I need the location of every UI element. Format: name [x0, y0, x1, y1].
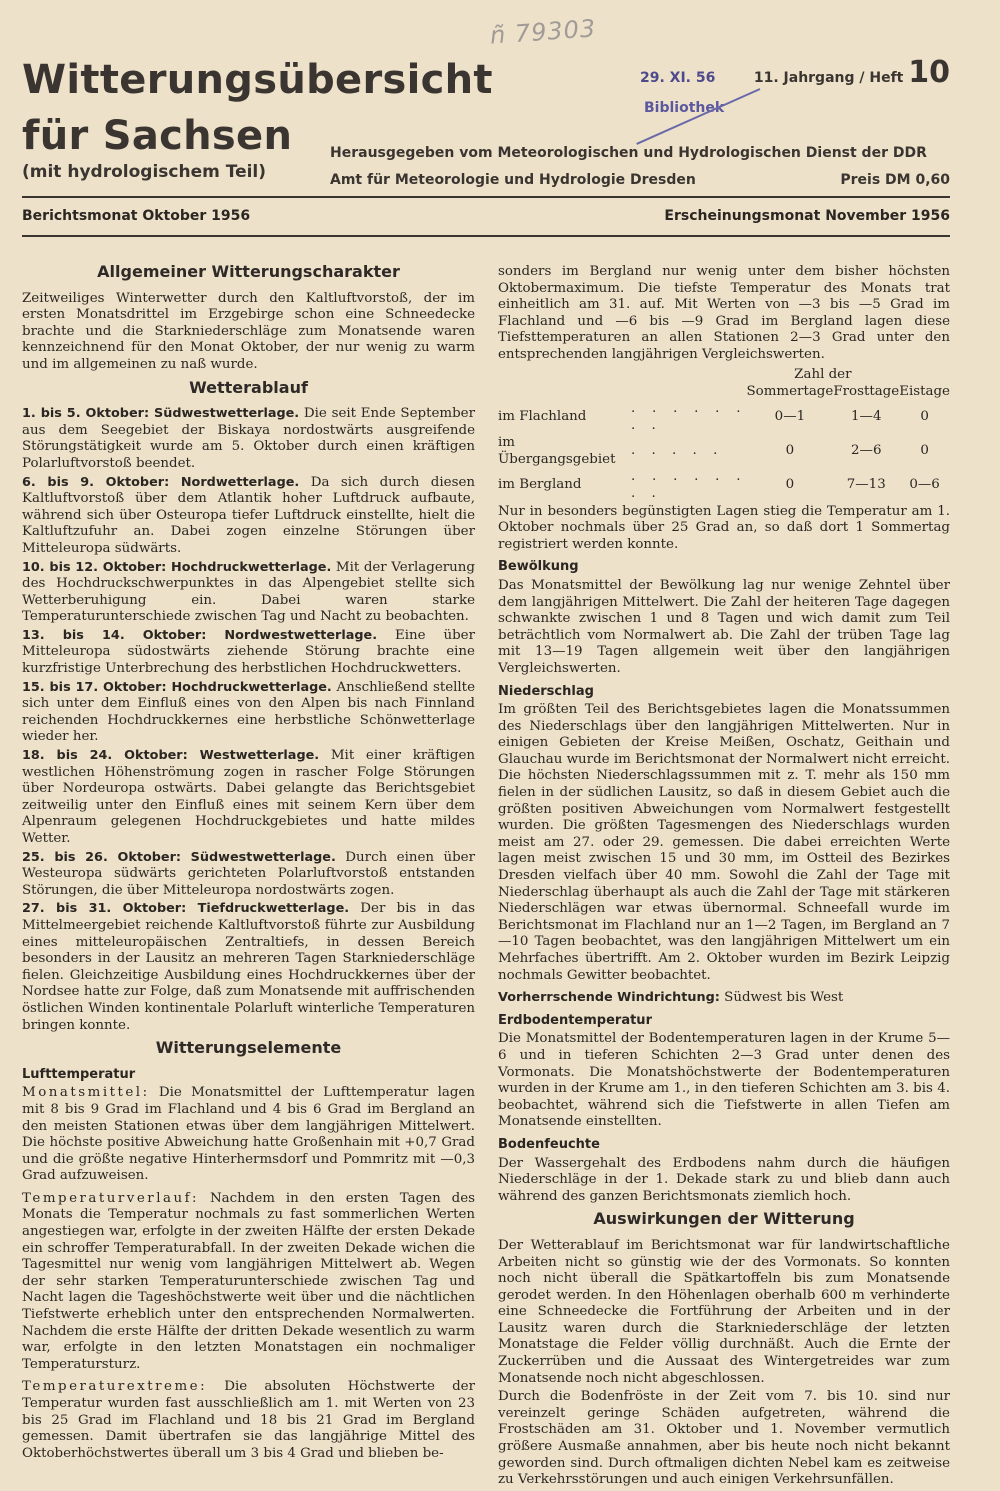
- course-entry: 6. bis 9. Oktober: Nordwetterlage. Da sich durch diesen Kaltluftvorstoß über dem Atlantik hoher Luftdruck aufbaute, während sich über Osteuropa tiefer Luftdruck einstellte, hielt die Kaltluftzufuhr an. Dabei zogen einzelne Störungen über Mitteleuropa südwärts.: [22, 474, 475, 556]
- library-stamp: Bibliothek: [644, 100, 725, 116]
- header-rule-top: [22, 196, 950, 198]
- heading-general-character: Allgemeiner Witterungscharakter: [97, 262, 400, 281]
- publisher-line1: Herausgegeben vom Meteorologischen und Hydrologischen Dienst der DDR: [330, 145, 927, 161]
- heading-soil-moisture: Bodenfeuchte: [498, 1136, 600, 1152]
- handwritten-archive-number: ñ 79303: [489, 14, 598, 50]
- heading-weather-course: Wetterablauf: [189, 377, 308, 397]
- masthead-title-line1: Witterungsübersicht: [22, 57, 493, 103]
- paragraph-monthly-mean: Monatsmittel: Die Monatsmittel der Lufttemperatur lagen mit 8 bis 9 Grad im Flachland und 4 bis 6 Grad im Bergland an den meisten Stationen etwas über dem langjährigen Mittelwert. Die höchste positive Abweichung hatte Großenhain mit +0,7 Grad und die größte negative Hinterhermsdorf und Pommritz mit —0,3 Grad aufzuweisen.: [22, 1085, 475, 1184]
- course-entry: 10. bis 12. Oktober: Hochdruckwetterlage. Mit der Verlagerung des Hochdruckschwerpunktes in das Alpengebiet stellte sich Wetterberuhigung ein. Dabei waren starke Temperaturunterschiede zwischen Tag und Nacht zu beobachten.: [22, 559, 476, 625]
- masthead-subtitle: (mit hydrologischem Teil): [22, 162, 267, 182]
- paragraph-precipitation: Im größten Teil des Berichtsgebietes lagen die Monatssummen des Niederschlags über den langjährigen Mittelwerten. Nur in einigen Gebieten der Kreise Meißen, Oschatz, Geithain und Glauchau wurde im Berichtsmonat der Normalwert nicht erreicht. Die höchsten Niederschlagssummen mit z. T. mehr als 150 mm fielen in der südlichen Lausitz, so daß in diesem Gebiet auch die größten positiven Abweichungen vom Normalwert festgestellt wurden. Die größten Tagesmengen des Niederschlags wurden meist am 27. oder 29. gemessen. Die dabei erreichten Werte lagen meist zwischen 15 und 30 mm, im Ostteil des Bezirkes Dresden vielfach über 40 mm. Sowohl die Zahl der Tage mit Niederschlag überhaupt als auch die Zahl der Tage mit stärkeren Niederschlägen war etwas übernormal. Schneefall wurde im Berichtsmonat im Flachland nur an 1—2 Tagen, im Bergland an 7—10 Tagen beobachtet, was den langjährigen Mittelwert um ein Mehrfaches übertrifft. Am 2. Oktober wurden im Bezirk Leipzig nochmals Gewitter beobachtet.: [498, 702, 950, 983]
- header-rule-bottom: [22, 235, 950, 237]
- paragraph-temperature-extremes: Temperaturextreme: Die absoluten Höchstwerte der Temperatur wurden fast ausschließlich am 1. mit Werten von 23 bis 25 Grad im Flachland und 18 bis 21 Grad im Bergland gemessen. Damit übertrafen sie das langjährige Mittel des Oktoberhöchstwertes überall um 3 bis 4 Grad und blieben be-: [22, 1379, 475, 1461]
- publisher-line2: Amt für Meteorologie und Hydrologie Dresden: [330, 172, 696, 188]
- paragraph-general-character: Zeitweiliges Winterwetter durch den Kaltluftvorstoß, der im ersten Monatsdrittel im Erzgebirge schon eine Schneedecke brachte und die Starkniederschläge zum Monatsende waren kennzeichnend für den Monat Oktober, der nur wenig zu warm und im allgemeinen zu naß wurde.: [22, 290, 475, 372]
- paragraph-effects-1: Der Wetterablauf im Berichtsmonat war für landwirtschaftliche Arbeiten nicht so günstig wie der des Vormonats. So konnten noch nicht überall die Spätkartoffeln bis zum Monatsende gerodet werden. In den Höhenlagen oberhalb 600 m verhinderte eine Schneedecke die Fortführung der Arbeiten und in der Lausitz waren durch die Starkniederschläge der letzten Monatstage die Felder völlig durchnäßt. Auch die Ernte der Zuckerrüben und die Aussaat des Wintergetreides war zum Monatsende noch nicht abgeschlossen.: [498, 1237, 950, 1386]
- paragraph-cloudiness: Das Monatsmittel der Bewölkung lag nur wenige Zehntel über dem langjährigen Mittelwert. Die Zahl der heiteren Tage dagegen schwankte zwischen 1 und 8 Tagen und wich damit zum Teil beträchtlich vom Normalwert ab. Die Zahl der trüben Tage lag mit 13—19 Tagen allgemein weit über den langjährigen Vergleichswerten.: [498, 577, 950, 676]
- paragraph-soil-moisture: Der Wassergehalt des Erdbodens nahm durch die häufigen Niederschläge in der 1. Dekade stark zu und blieb dann auch während des ganzen Berichtsmonats ziemlich hoch.: [498, 1155, 950, 1204]
- issue-number: 10: [908, 55, 950, 90]
- paragraph-temperature-course: Temperaturverlauf: Nachdem in den ersten Tagen des Monats die Temperatur nochmals zu fast sommerlichen Werten angestiegen war, erfolgte in der zweiten Hälfte der ersten Dekade ein schroffer Temperaturabfall. In der zweiten Dekade wichen die Tagesmittel nur wenig vom langjährigen Mittelwert ab. Wegen der sehr starken Temperaturunterschiede zwischen Tag und Nacht lagen die Tageshöchstwerte weit über und die nächtlichen Tiefstwerte erheblich unter den entsprechenden Normalwerten. Nachdem die erste Hälfte der dritten Dekade wesentlich zu warm war, erfolgte in den letzten Monatstagen ein nochmaliger Temperatursturz.: [22, 1190, 475, 1372]
- paragraph-effects-2: Durch die Bodenfröste in der Zeit vom 7. bis 10. sind nur vereinzelt geringe Schäden aufgetreten, während die Frostschäden am 31. Oktober und 1. November vermutlich größere Ausmaße annahmen, aber bis heute noch nicht bekannt geworden sind. Durch oftmaligen dichten Nebel kam es zeitweise zu Verkehrsstörungen und auch einigen Verkehrsunfällen.: [498, 1389, 950, 1488]
- heading-soil-temperature: Erdbodentemperatur: [498, 1012, 652, 1028]
- price: Preis DM 0,60: [840, 172, 950, 188]
- paragraph-table-note: Nur in besonders begünstigten Lagen stieg die Temperatur am 1. Oktober nochmals über 25 Grad an, so daß dort 1 Sommertag registriert werden konnte.: [498, 503, 950, 552]
- table-header: Eistage: [899, 383, 950, 399]
- table-caption: Zahl der: [794, 366, 852, 382]
- course-entry: 27. bis 31. Oktober: Tiefdruckwetterlage. Der bis in das Mittelmeergebiet reichende Kaltluftvorstoß führte zur Ausbildung eines mitteleuropäischen Zentraltiefs, in dessen Bereich besonders in der Lausitz an mehreren Tagen Starkniederschläge fielen. Gleichzeitige Ausbildung eines Hochdruckkernes über der Nordsee hatte zur Folge, daß zum Monatsende mit auffrischenden östlichen Winden kontinentale Polarluft winterliche Temperaturen bringen konnte.: [22, 901, 475, 1033]
- heading-precipitation: Niederschlag: [498, 683, 594, 699]
- paragraph-wind-direction: Vorherrschende Windrichtung: Südwest bis West: [498, 990, 844, 1006]
- paragraph-soil-temperature: Die Monatsmittel der Bodentemperaturen lagen in der Krume 5—6 und in tieferen Schichten 2—3 Grad unter denen des Vormonats. Die Monatshöchstwerte der Bodentemperaturen wurden in der Krume am 1., in den tieferen Schichten am 3. bis 4. beobachtet, während sich die Tiefstwerte in allen Tiefen am Monatsende einstellten.: [498, 1031, 950, 1130]
- right-column: [498, 264, 950, 1491]
- table-row: im Übergangsgebiet . . . . . 0 2—6 0: [498, 434, 929, 467]
- course-entry: 15. bis 17. Oktober: Hochdruckwetterlage. Anschließend stellte sich unter dem Einfluß eines von den Alpen bis nach Finnland reichenden Hochdruckkernes eine herbstliche Schönwetterlage wieder her.: [22, 679, 475, 745]
- heading-weather-elements: Witterungselemente: [155, 1038, 342, 1058]
- table-row: im Bergland . . . . . . . . 0 7—13 0—6: [498, 468, 940, 501]
- course-entry: 1. bis 5. Oktober: Südwestwetterlage. Die seit Ende September aus dem Seegebiet der Biskaya nordostwärts ausgreifende Störungstätigkeit wurde am 5. Oktober durch einen kräftigen Polarluftvorstoß beendet.: [22, 406, 475, 471]
- course-entry: 25. bis 26. Oktober: Südwestwetterlage. Durch einen über Westeuropa südwärts gerichteten Polarluftvorstoß entstanden Störungen, die über Mitteleuropa nordostwärts zogen.: [22, 849, 476, 898]
- issue-info: [754, 55, 950, 90]
- heading-cloudiness: Bewölkung: [498, 559, 579, 575]
- table-header: Frosttage: [833, 383, 900, 399]
- masthead-title-line2: für Sachsen: [22, 113, 293, 159]
- report-month: Berichtsmonat Oktober 1956: [22, 208, 251, 224]
- days-count-table: [498, 366, 950, 502]
- stamp-signature-stroke: [636, 88, 760, 145]
- heading-weather-effects: Auswirkungen der Witterung: [593, 1209, 855, 1229]
- paragraph-extremes-continued: sonders im Bergland nur wenig unter dem bisher höchsten Oktobermaximum. Die tiefste Temperatur des Monats trat einheitlich am 31. auf. Mit Werten von —3 bis —5 Grad im Flachland und —6 bis —9 Grad im Bergland lagen diese Tiefsttemperaturen an allen Stationen 2—3 Grad unter den entsprechenden langjährigen Vergleichswerten.: [498, 264, 950, 362]
- table-row: im Flachland . . . . . . . . 0—1 1—4 0: [498, 400, 929, 433]
- course-entry: 18. bis 24. Oktober: Westwetterlage. Mit einer kräftigen westlichen Höhenströmung zogen in rascher Folge Störungen über Nordeuropa ostwärts. Dabei gelangte das Berichtsgebiet zeitweilig unter den Einfluß eines mit seinem Kern über dem Alpenraum gelegenen Hochdruckgebietes und hatte mildes Wetter.: [22, 748, 475, 846]
- issue-prefix: 11. Jahrgang / Heft: [753, 70, 904, 86]
- course-entry: 13. bis 14. Oktober: Nordwestwetterlage. Eine über Mitteleuropa südostwärts ziehende Störung brachte eine kurzfristige Unterbrechung des herbstlichen Hochdruckwetters.: [22, 627, 475, 677]
- left-column: [22, 258, 475, 1464]
- heading-air-temperature: Lufttemperatur: [22, 1066, 136, 1082]
- table-header: Sommertage: [746, 383, 834, 399]
- receipt-date-stamp: 29. XI. 56: [640, 70, 716, 86]
- publication-month: Erscheinungsmonat November 1956: [664, 208, 950, 224]
- publisher-block: [330, 140, 950, 194]
